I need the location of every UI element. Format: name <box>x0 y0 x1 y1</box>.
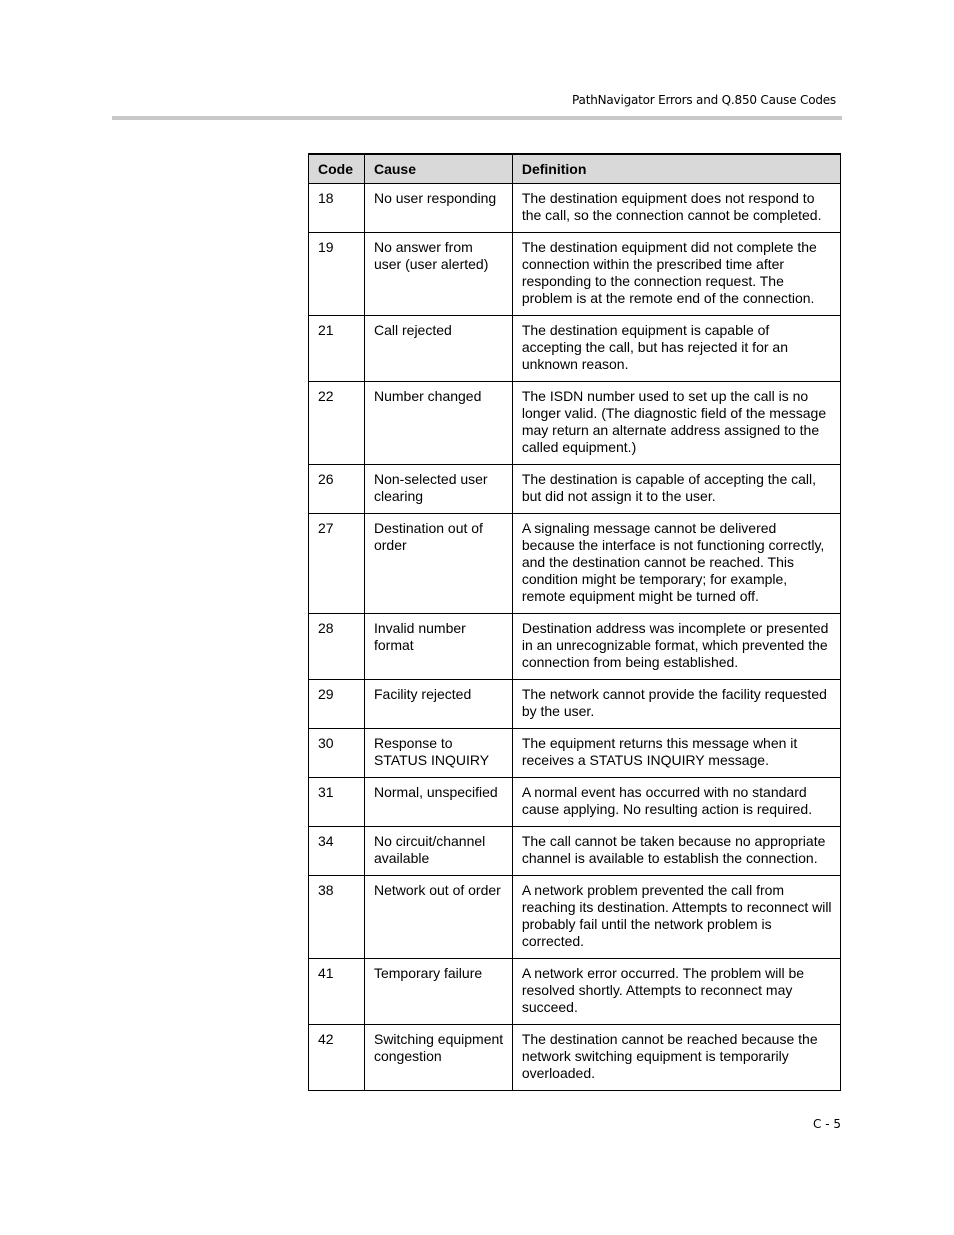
cell-definition: A signaling message cannot be delivered because the interface is not functioning correctly, and the destination cannot be reached. This condition might be temporary; for example, remote equipment might be turned off. <box>512 514 840 614</box>
table-row <box>309 729 841 778</box>
cell-code: 41 <box>309 959 365 1025</box>
cell-code: 19 <box>309 233 365 316</box>
cell-cause: Normal, unspecified <box>364 778 512 827</box>
running-header-title: PathNavigator Errors and Q.850 Cause Codes <box>572 93 836 107</box>
cell-definition: The destination equipment did not complete the connection within the prescribed time after responding to the connection request. The problem is at the remote end of the connection. <box>512 233 840 316</box>
cell-code: 22 <box>309 382 365 465</box>
cause-codes-table <box>308 153 841 1091</box>
table-row <box>309 827 841 876</box>
table-row <box>309 1025 841 1091</box>
table-row <box>309 316 841 382</box>
cell-cause: Non-selected user clearing <box>364 465 512 514</box>
cell-code: 38 <box>309 876 365 959</box>
cell-definition: A normal event has occurred with no standard cause applying. No resulting action is required. <box>512 778 840 827</box>
cell-definition: The network cannot provide the facility requested by the user. <box>512 680 840 729</box>
table-row <box>309 233 841 316</box>
cell-definition: The destination equipment is capable of accepting the call, but has rejected it for an unknown reason. <box>512 316 840 382</box>
cell-cause: No user responding <box>364 184 512 233</box>
cell-cause: Number changed <box>364 382 512 465</box>
table-body <box>309 184 841 1091</box>
column-header-cause: Cause <box>364 154 512 184</box>
table-header <box>309 154 841 184</box>
cell-code: 18 <box>309 184 365 233</box>
table-row <box>309 614 841 680</box>
cell-code: 34 <box>309 827 365 876</box>
header-rule <box>112 116 842 120</box>
table-row <box>309 514 841 614</box>
table-row <box>309 959 841 1025</box>
table-row <box>309 778 841 827</box>
table-row <box>309 184 841 233</box>
cell-cause: Facility rejected <box>364 680 512 729</box>
cell-cause: No answer from user (user alerted) <box>364 233 512 316</box>
table-header-row <box>309 154 841 184</box>
cell-definition: The equipment returns this message when it receives a STATUS INQUIRY message. <box>512 729 840 778</box>
cell-code: 28 <box>309 614 365 680</box>
cell-cause: Destination out of order <box>364 514 512 614</box>
cell-code: 26 <box>309 465 365 514</box>
cell-cause: No circuit/channel available <box>364 827 512 876</box>
cell-cause: Invalid number format <box>364 614 512 680</box>
page-number: C - 5 <box>813 1117 841 1131</box>
cell-cause: Switching equipment congestion <box>364 1025 512 1091</box>
cell-definition: Destination address was incomplete or presented in an unrecognizable format, which prevented the connection from being established. <box>512 614 840 680</box>
table-row <box>309 465 841 514</box>
table-row <box>309 382 841 465</box>
cell-definition: The call cannot be taken because no appropriate channel is available to establish the connection. <box>512 827 840 876</box>
cell-definition: The ISDN number used to set up the call is no longer valid. (The diagnostic field of the message may return an alternate address assigned to the called equipment.) <box>512 382 840 465</box>
cell-cause: Call rejected <box>364 316 512 382</box>
column-header-definition: Definition <box>512 154 840 184</box>
cell-cause: Temporary failure <box>364 959 512 1025</box>
table-row <box>309 876 841 959</box>
column-header-code: Code <box>309 154 365 184</box>
cell-definition: A network error occurred. The problem will be resolved shortly. Attempts to reconnect may succeed. <box>512 959 840 1025</box>
cell-definition: A network problem prevented the call from reaching its destination. Attempts to reconnect will probably fail until the network problem is corrected. <box>512 876 840 959</box>
cell-code: 27 <box>309 514 365 614</box>
table-row <box>309 680 841 729</box>
cell-code: 42 <box>309 1025 365 1091</box>
cell-code: 21 <box>309 316 365 382</box>
cell-cause: Network out of order <box>364 876 512 959</box>
cell-definition: The destination equipment does not respond to the call, so the connection cannot be completed. <box>512 184 840 233</box>
cell-cause: Response to STATUS INQUIRY <box>364 729 512 778</box>
cell-code: 30 <box>309 729 365 778</box>
cell-code: 31 <box>309 778 365 827</box>
cell-definition: The destination is capable of accepting the call, but did not assign it to the user. <box>512 465 840 514</box>
cell-code: 29 <box>309 680 365 729</box>
cell-definition: The destination cannot be reached because the network switching equipment is temporarily overloaded. <box>512 1025 840 1091</box>
